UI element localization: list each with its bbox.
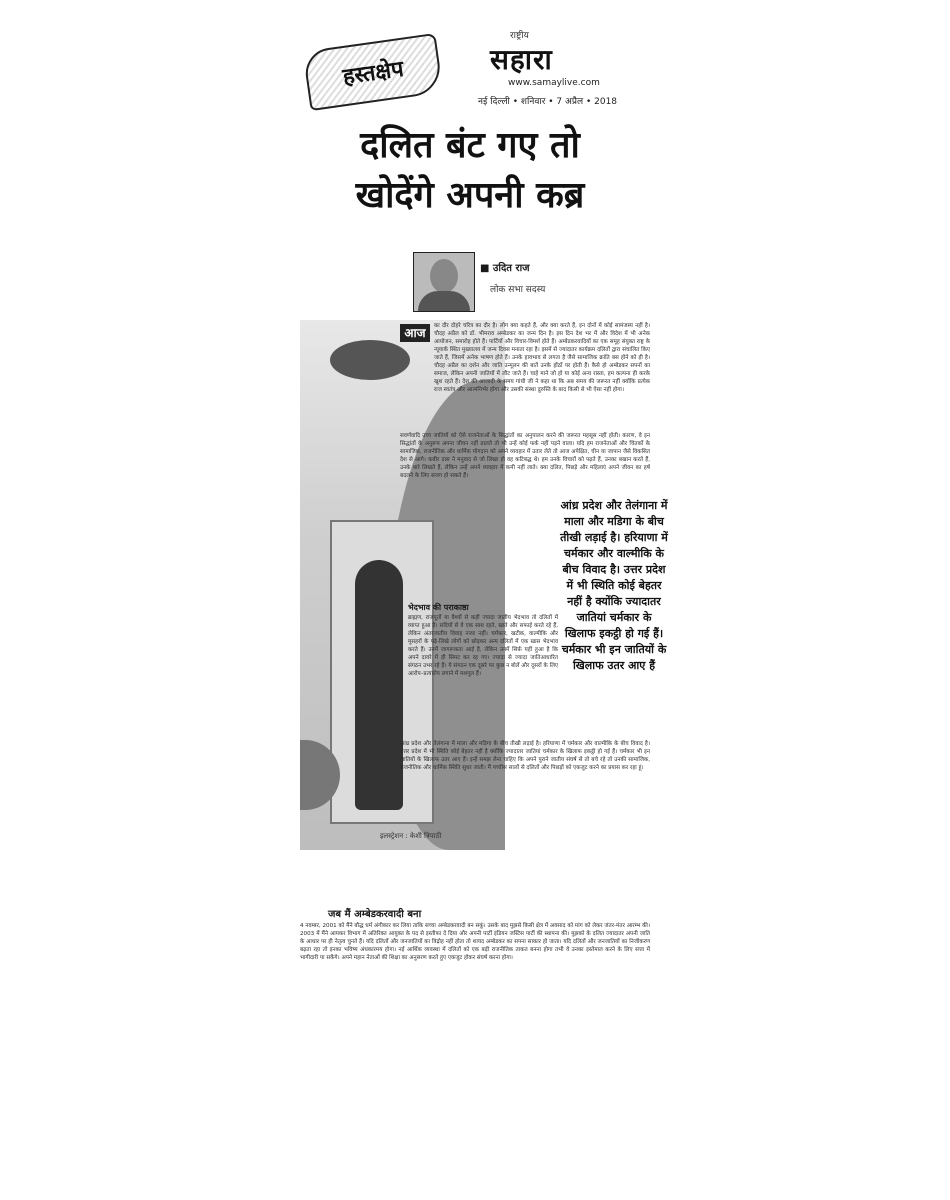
subhead-ambedkarite: जब मैं अम्बेडकरवादी बना [328, 909, 422, 920]
illustration-eye [330, 340, 410, 380]
photo-caption: इलस्ट्रेशन : केशी त्रिपाठी [380, 832, 442, 840]
body-paragraph-2: सवर्णवादि उच्च जातियों को ऐसे राजनेताओं के सिद्धांतों का अनुपालन करने की जरूरत महसूस नहीं होती। कारण, वे इन सिद्धांतों के अनुरूप अपना जीवन नहीं ढालते तो भी उन्हें कोई फर्क नहीं पड़ने वाला। यदि हम राजनेताओं और चिंतकों के सामाजिक, राजनीतिक और धार्मिक योगदान को अपने व्यवहार में उतार लेते तो आज अपेक्षित, चीन या जापान जैसे विकसित देश से आगे। कबीर दास ने मनुवाद से जो लिखा हो वह कटिबद्ध थे। हम उनके विचारों को पढ़ते हैं, उनका बखान करते हैं, उनके बारे लिखते हैं, लेकिन उन्हें अपने व्यवहार में कमी नहीं लाते। क्या दलित, पिछड़े और महिलाएं अपने जीवन का हर्ष बदलने के लिए सजग हो सकते हैं। [400, 433, 650, 479]
drop-word: आज [400, 324, 430, 342]
byline: ■ उदित राज [480, 263, 530, 274]
body-paragraph-5: 4 नवम्बर, 2001 को मैंने बौद्ध धर्म अंगीकार कर लिया ताकि सच्चा अम्बेडकरवादी बन सकूं। उसके बाद मुझसे किसी क्षेत्र में अवसाद को मांग को लेकर जंतर-मंतर आरम्भ की। 2003 में मैंने आयकर विभाग में अतिरिक्त आयुक्त के पद से इस्तीफा दे दिया और अपनी पार्टी इंडियन जस्टिस पार्टी की स्थापना की। मुझको के दलित ज्यादातर अपनी जाति के आधार पर ही नेतृत्व चुनते हैं। यदि दलितों और जनजातियों का विद्रोह नहीं होता तो शायद अम्बेडकर का सपना साकार हो जाता। यदि दलितों और जनजातियों का निजीकरण बढ़ता रहा तो इनका भविष्य अंधकारमय होगा। नई आर्थिक व्यवस्था में दलितों को एक बड़ी राजनीतिक ताकत बनना होगा तभी वे उनका इस्तेमाल करने के लिए सत्ता में भागीदारी पा सकेंगे। अपने महान नेताओं की शिक्षा का अनुसरण करते हुए एकजुट होकर संघर्ष करना होगा। [300, 923, 650, 961]
column-logo: हस्तक्षेप [302, 33, 443, 111]
pull-quote: आंध्र प्रदेश और तेलंगाना में माला और मडिगा के बीच तीखी लड़ाई है। हरियाणा में चर्मकार और वाल्मीकि के बीच विवाद है। उत्तर प्रदेश में भी स्थिति कोई बेहतर नहीं है क्योंकि ज्यादातर जातियां चर्मकार के खिलाफ इकट्ठी हो गई हैं। चर्मकार भी इन जातियों के खिलाफ उतर आए हैं [560, 499, 668, 672]
author-shoulders-shape [418, 291, 470, 312]
author-face-shape [430, 259, 458, 293]
newspaper-clipping [300, 20, 668, 1160]
body-paragraph-3: ब्राह्मण, राजपूतों या वैश्यों से कहीं ज्यादा जातीय भेदभाव तो दलितों में व्याप्त हुआ है। सदियों से वे एक साथ रहते, खाते और सफाई करते रहे हैं, लेकिन अंतरजातीय विवाह नजर नहीं। चर्मकार, खटीक, वाल्मीकि और मुसहरों के पढ़े-लिखे लोगों को छोड़कर अन्य दलितों में एक खास भेदभाव करते हैं। उनमें जागरूकता आई है, लेकिन उनमें सिर्फ़ यहीं हुआ है कि अपने दायरे में ही सिमट कर रह गए। ज्यादा से ज्यादा जातिआधारित संगठन उभर रहे हैं। ये संगठन एक दूसरे पर कुछ न बोलें और दूसरों के लिए आरोप–प्रत्यारोप लगाने में मशगूल हैं। [408, 615, 558, 677]
author-photo [413, 252, 475, 312]
dateline: नई दिल्ली • शनिवार • 7 अप्रैल • 2018 [478, 97, 618, 107]
paper-url: www.samaylive.com [508, 78, 600, 88]
headline-line-2: खोदेंगे अपनी कब्र [355, 174, 585, 216]
illustration-figure [355, 560, 403, 810]
masthead [300, 20, 650, 110]
paper-name: सहारा [490, 43, 553, 76]
headline [300, 120, 640, 220]
headline-line-1: दलित बंट गए तो [360, 124, 580, 166]
subhead-discrimination: भेदभाव की पराकाष्ठा [408, 603, 469, 612]
author-role: लोक सभा सदस्य [490, 285, 546, 295]
intro-paragraph: का दौर दोहरे चरित्र का दौर है। लोग क्या कहते हैं, और क्या करते हैं, इन दोनों में कोई सामंजस्य नहीं है। चौदह अप्रैल को डॉ. भीमराव अम्बेडकर का जन्म दिन है। इस दिन देश भर में और विदेश में भी अनेक आयोजन, समारोह होते हैं। पार्टियों और विचार-विमर्श होते हैं। अम्बेडकरवादियों का एक समूह संयुक्त राष्ट्र के न्यूयार्क स्थित मुख्यालय में जन्म दिवस मनाता रहा है। इसमें से ज्यादातर कार्यक्रम दलितों द्वारा संचालित किए जाते हैं, जिसमें अनेक भाषण होते हैं। उनके हावभाव से लगता है जैसे सामाजिक क्रांति बस होने को ही है। चौदह अप्रैल का दर्शन और जाति उन्मूलन की बातें उनके होंठों पर होती हैं। कैसे हो अम्बेडकर सपनों का समाज, लेकिन अपनी जातियों में लौट जाते हैं। चाहे माने जो हो या कोई अन्य रास्ता, हम कल्पना ही करके खुश रहते हैं। देश की आजादी के समय गांधी जी ने कहा था कि अब समय की जरूरत नहीं क्योंकि प्रत्येक राज स्वतंत्र और आत्मनिर्भर होगा और उसकी संस्था दुरुस्ति के बाद किसी से भी ऐसा नहीं होगा। [434, 323, 650, 393]
paper-name-top: राष्ट्रीय [510, 31, 529, 41]
body-paragraph-4: आंध्र प्रदेश और तेलंगाना में माला और मडिगा के बीच तीखी लड़ाई है। हरियाणा में चर्मकार और वाल्मीकि के बीच विवाद है। उत्तर प्रदेश में भी स्थिति कोई बेहतर नहीं है क्योंकि ज्यादातर जातियां चर्मकार के खिलाफ इकट्ठी हो गई हैं। चर्मकार भी इन जातियों के खिलाफ उतर आए हैं। इन्हें समझ लेना चाहिए कि अपने पुराने जातीय संघर्ष से तो बचे रहे तो उनकी सामाजिक, राजनीतिक और धार्मिक स्थिति सुधर जाती। मैं पच्चीस सालों से दलितों और पिछड़ों को एकजुट करने का प्रयास कर रहा हूं। [400, 741, 650, 771]
